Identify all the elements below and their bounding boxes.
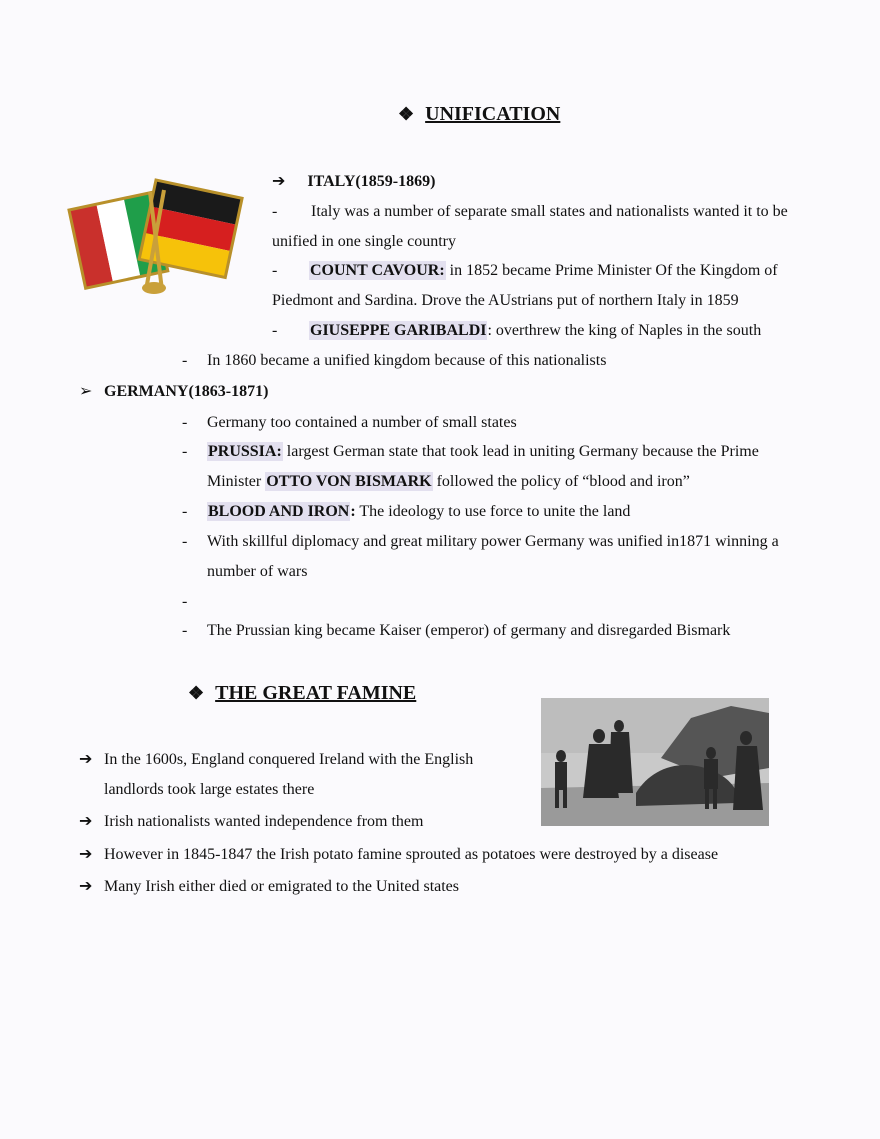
famine-bullet-1-cont: landlords took large estates there (104, 781, 315, 798)
highlight-prussia: PRUSSIA: (208, 443, 282, 460)
arrow-icon: ➔ (79, 878, 93, 895)
famine-bullet-2: ➔ Irish nationalists wanted independence from them (79, 813, 424, 830)
arrow-icon: ➔ (79, 846, 93, 863)
section-heading-famine (188, 683, 416, 703)
highlight-blood-iron: BLOOD AND IRON (208, 503, 350, 520)
arrow-icon: ➔ (79, 751, 93, 768)
italy-bullet-1-cont: unified in one single country (272, 233, 456, 250)
famine-engraving-image (541, 698, 769, 826)
heading-title: THE GREAT FAMINE (215, 682, 417, 704)
germany-heading-text: GERMANY(1863-1871) (104, 383, 269, 400)
italy-heading-text: ITALY(1859-1869) (307, 173, 436, 190)
highlight-bismark: OTTO VON BISMARK (266, 473, 432, 490)
germany-bullet-5-empty: - (182, 593, 188, 610)
germany-bullet-2-cont: Minister OTTO VON BISMARK followed the policy of “blood and iron” (207, 473, 690, 490)
italy-germany-flags-image (64, 170, 249, 300)
italy-bullet-1: - Italy was a number of separate small states and nationalists wanted it to be (272, 203, 788, 220)
section-heading-unification (398, 104, 560, 124)
italy-bullet-4: - In 1860 became a unified kingdom because of this nationalists (182, 352, 607, 369)
famine-bullet-4: ➔ Many Irish either died or emigrated to the United states (79, 878, 460, 895)
germany-bullet-3: - BLOOD AND IRON: The ideology to use force to unite the land (182, 503, 631, 520)
arrow-icon: ➔ (79, 813, 93, 830)
italy-subheading (272, 172, 435, 192)
germany-bullet-2: - PRUSSIA: largest German state that took lead in uniting Germany because the Prime (182, 443, 759, 460)
arrowhead-icon: ➢ (79, 383, 93, 400)
germany-bullet-4: - With skillful diplomacy and great military power Germany was unified in1871 winning a (182, 533, 779, 550)
famine-bullet-1: ➔ In the 1600s, England conquered Ireland with the English (79, 751, 474, 768)
germany-bullet-6: - The Prussian king became Kaiser (emperor) of germany and disregarded Bismark (182, 622, 731, 639)
italy-bullet-2-cont: Piedmont and Sardina. Drove the AUstrians put of northern Italy in 1859 (272, 292, 739, 309)
germany-subheading (79, 382, 269, 402)
germany-bullet-1: - Germany too contained a number of small states (182, 414, 517, 431)
famine-bullet-3: ➔ However in 1845-1847 the Irish potato famine sprouted as potatoes were destroyed by a disease (79, 846, 719, 863)
italy-bullet-3: - GIUSEPPE GARIBALDI: overthrew the king of Naples in the south (272, 322, 762, 339)
arrow-icon: ➔ (272, 173, 286, 190)
italy-bullet-2: - COUNT CAVOUR: in 1852 became Prime Minister Of the Kingdom of (272, 262, 778, 279)
germany-bullet-4-cont: number of wars (207, 563, 308, 580)
diamond-bullet-icon: ❖ (188, 683, 205, 703)
diamond-bullet-icon: ❖ (398, 104, 415, 124)
highlight-garibaldi: GIUSEPPE GARIBALDI (310, 322, 487, 339)
highlight-count-cavour: COUNT CAVOUR: (310, 262, 445, 279)
heading-title: UNIFICATION (425, 103, 561, 125)
